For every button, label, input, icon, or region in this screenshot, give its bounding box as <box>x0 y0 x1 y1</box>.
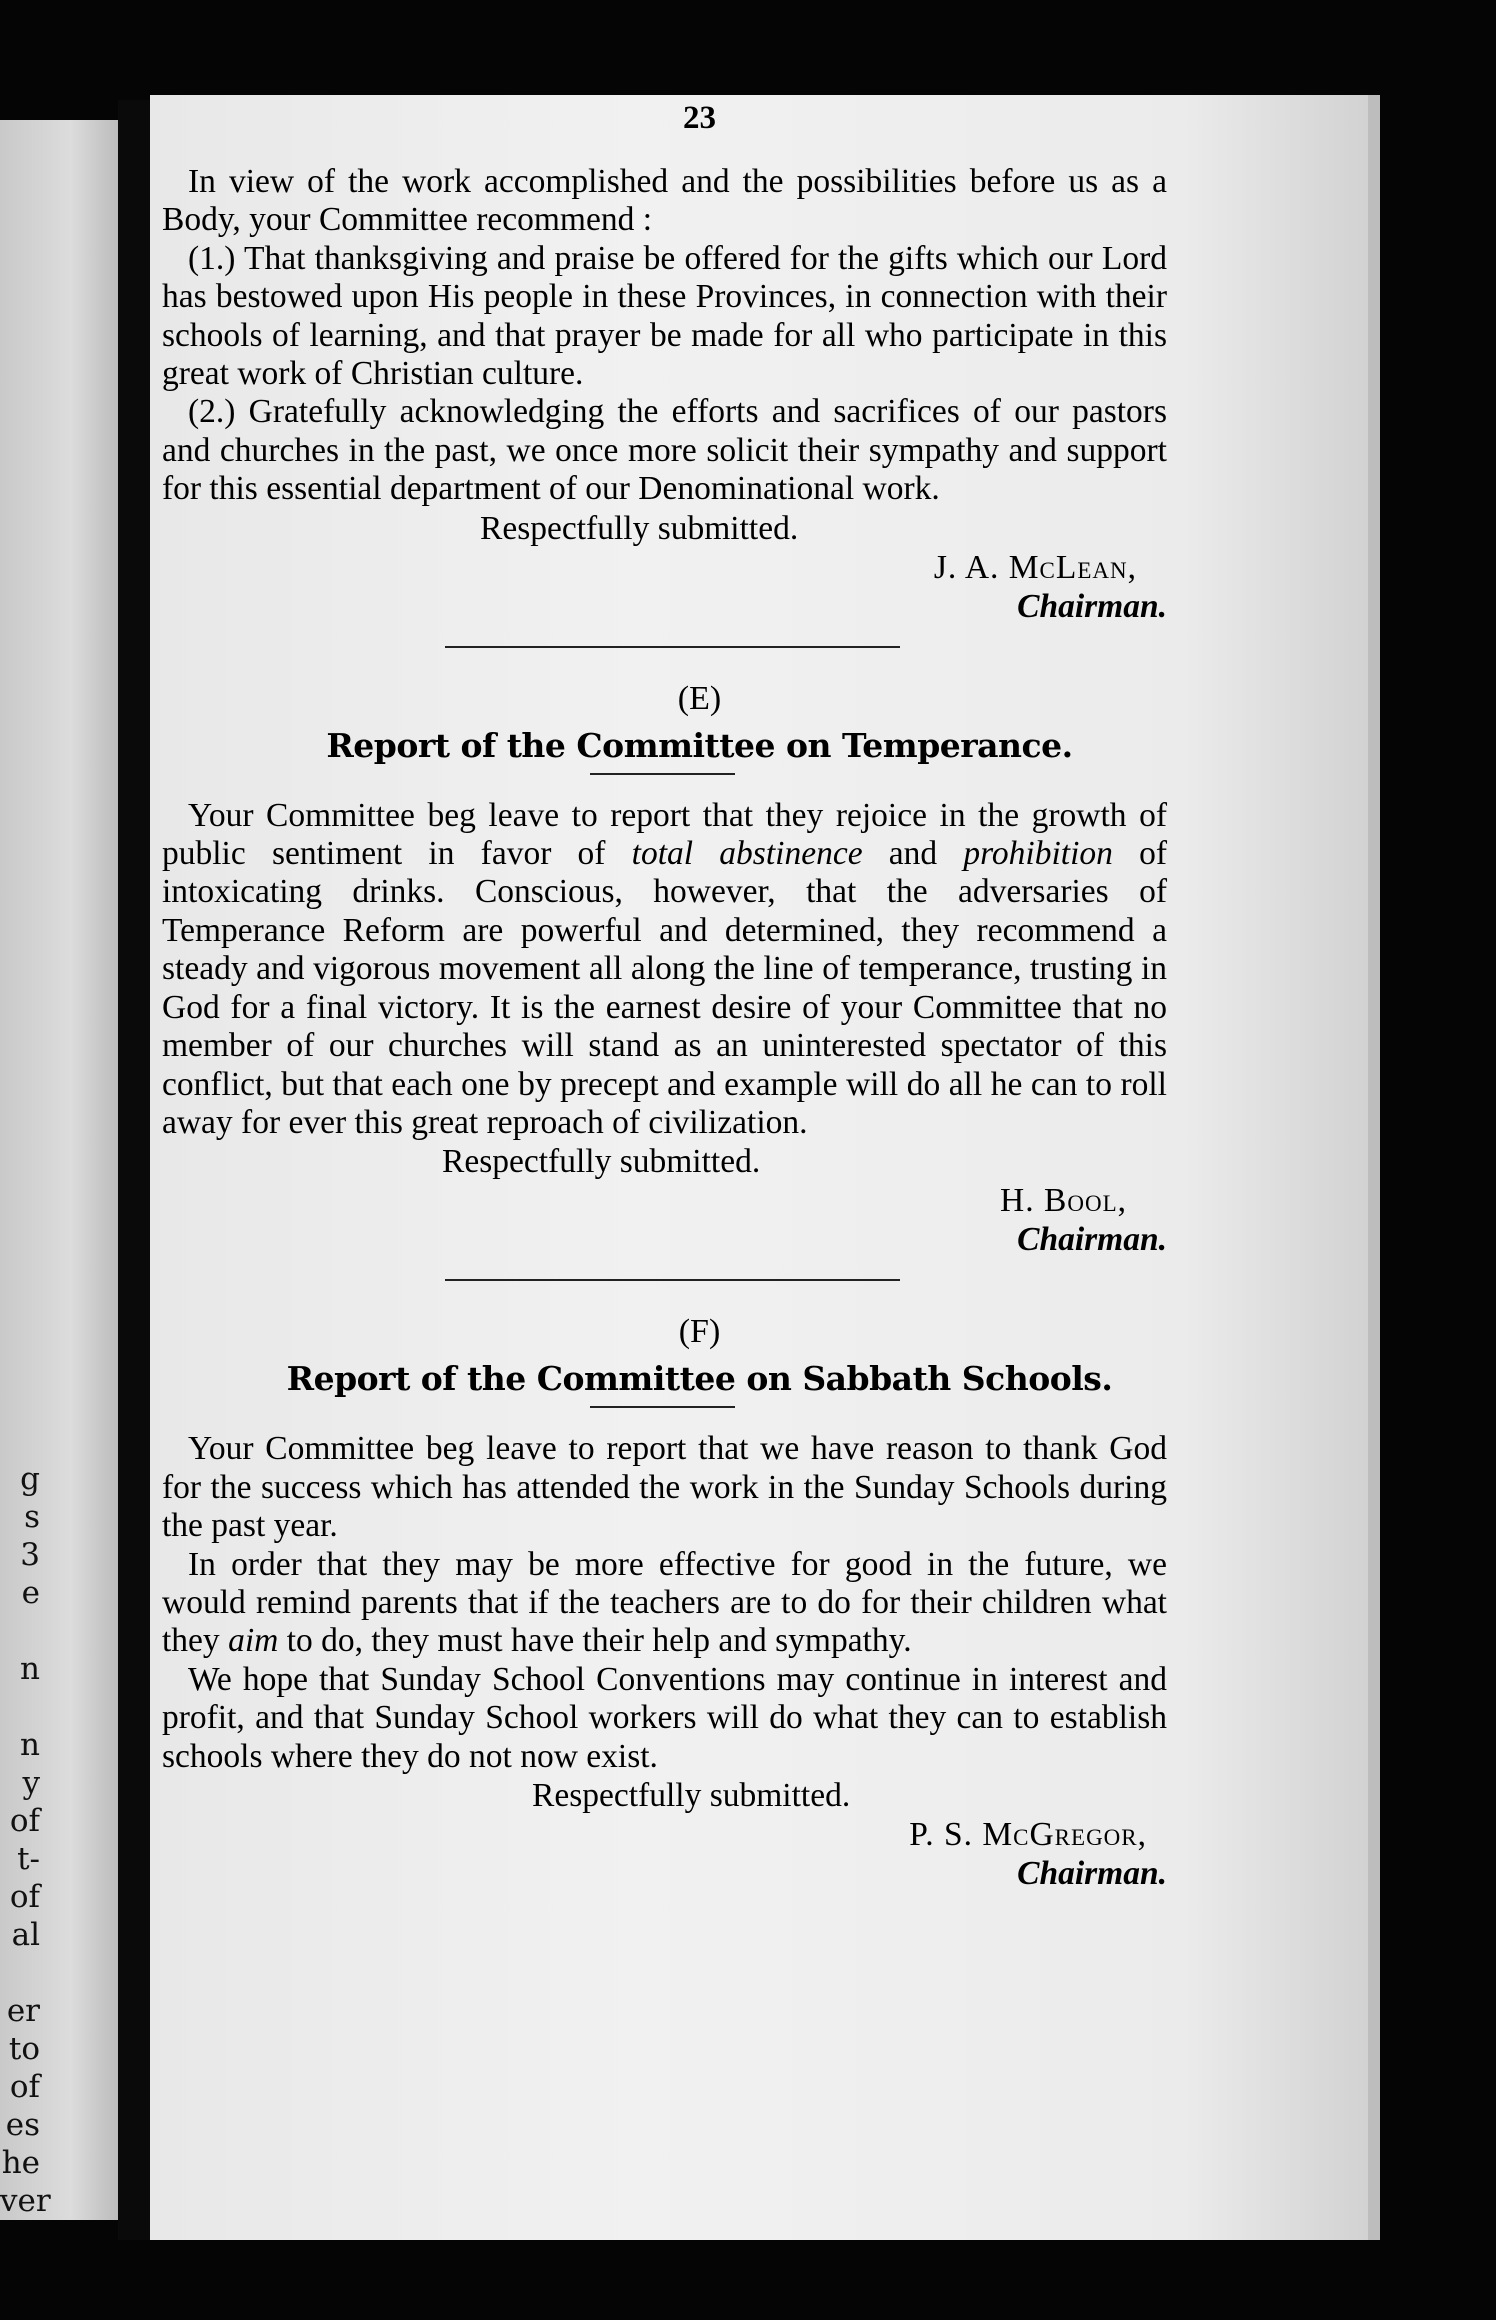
respectfully-submitted: Respectfully submitted. <box>442 1143 761 1181</box>
title-underline <box>590 1406 735 1408</box>
text-run: Your Committee beg leave to report that they rejoice in the growth of public sentiment in favor of <box>162 796 1167 873</box>
signer-title: Chairman. <box>1017 1221 1167 1259</box>
signer-initials: P. S. M <box>909 1815 1014 1853</box>
fragment-text: al <box>11 1917 40 1953</box>
paragraph: (1.) That thanksgiving and praise be offered for the gifts which our Lord has bestowed upon His people in these Provinces, in connection with their schools of learning, and that prayer be made for all who participate in this great work of Christian culture. <box>162 239 1167 393</box>
respectfully-submitted: Respectfully submitted. <box>532 1776 851 1814</box>
fragment-text: t- <box>17 1841 40 1877</box>
emphasis: aim <box>228 1622 279 1660</box>
fragment-text: 3 <box>20 1537 40 1573</box>
fragment-text <box>0 1612 40 1650</box>
fragment-text: of <box>9 2069 40 2105</box>
section-letter: (E) <box>677 679 722 717</box>
fragment-text <box>0 1954 40 1992</box>
fragment-text: he <box>1 2145 40 2181</box>
fragment-text: s <box>24 1499 40 1535</box>
respectfully-submitted: Respectfully submitted. <box>480 509 799 547</box>
signer-name <box>162 1815 1167 1854</box>
signer-title: Chairman. <box>1017 1854 1167 1892</box>
page-number: 23 <box>683 100 716 136</box>
paragraph <box>162 797 1167 1143</box>
paragraph: Your Committee beg leave to report that we have reason to thank God for the success which has attended the work in the Sunday Schools during the past year. <box>162 1430 1167 1545</box>
committee-d-report <box>162 163 1167 648</box>
fragment-text: of <box>9 1879 40 1915</box>
paragraph: We hope that Sunday School Conventions may continue in interest and profit, and that Sunday School workers will do what they can to establish schools where they do not now exist. <box>162 1660 1167 1775</box>
text-run: of intoxicating drinks. Conscious, however, that the adversaries of Temperance Reform are powerful and determined, they recommend a steady and vigorous movement all along the line of temperance, trusting in God for a final victory. It is the earnest desire of your Committee that no member of our churches will stand as an uninterested spectator of this conflict, but that each one by precept and example will do all he can to roll away for ever this great reproach of civilization. <box>162 835 1168 1141</box>
text-run: and <box>862 835 964 873</box>
signer-surname: cGregor, <box>1013 1815 1147 1853</box>
signer-name <box>162 548 1167 587</box>
section-letter: (F) <box>678 1313 721 1351</box>
fragment-text <box>0 1688 40 1726</box>
paragraph: In view of the work accomplished and the possibilities before us as a Body, your Committee recommend : <box>162 163 1167 239</box>
emphasis: prohibition <box>963 835 1113 873</box>
fragment-text: n <box>20 1651 40 1687</box>
fragment-text: g <box>20 1461 40 1497</box>
fragment-text: of <box>9 1803 40 1839</box>
text-run: to do, they must have their help and sympathy. <box>278 1622 912 1660</box>
fragment-text: es <box>5 2107 40 2143</box>
signer-initials: J. A. M <box>933 548 1040 586</box>
signer-initials: H. B <box>1000 1182 1068 1220</box>
fragment-text: er <box>6 1993 40 2029</box>
signer-title: Chairman. <box>1017 587 1167 625</box>
adjacent-page-text-fragments <box>0 1460 51 2220</box>
signer-surname: cLean, <box>1039 548 1137 586</box>
section-f <box>162 1313 1167 1893</box>
paragraph <box>162 1546 1167 1661</box>
page-edge <box>1368 95 1380 2240</box>
fragment-text: y <box>22 1765 40 1801</box>
section-divider <box>445 646 900 648</box>
section-e <box>162 680 1167 1282</box>
section-title: Report of the Committee on Temperance. <box>326 725 1073 765</box>
adjacent-page-strip <box>0 120 118 2220</box>
book-gutter <box>118 100 150 2240</box>
emphasis: total abstinence <box>631 835 863 873</box>
text-run: In order that they may be more effective for good in the future, we would remind parents that if the teachers are to do for their children what they <box>162 1545 1167 1660</box>
page-content <box>162 100 1167 1893</box>
fragment-text: n <box>20 1727 40 1763</box>
fragment-text: to <box>8 2031 40 2067</box>
signer-name <box>162 1181 1167 1220</box>
title-underline <box>590 773 735 775</box>
fragment-text: e <box>21 1575 40 1611</box>
signer-surname: ool, <box>1067 1182 1127 1220</box>
paragraph: (2.) Gratefully acknowledging the efforts and sacrifices of our pastors and churches in the past, we once more solicit their sympathy and support for this essential department of our Denominational work. <box>162 393 1167 508</box>
fragment-text: ver <box>0 2183 51 2219</box>
section-title: Report of the Committee on Sabbath Schools. <box>286 1359 1113 1399</box>
section-divider <box>445 1279 900 1281</box>
